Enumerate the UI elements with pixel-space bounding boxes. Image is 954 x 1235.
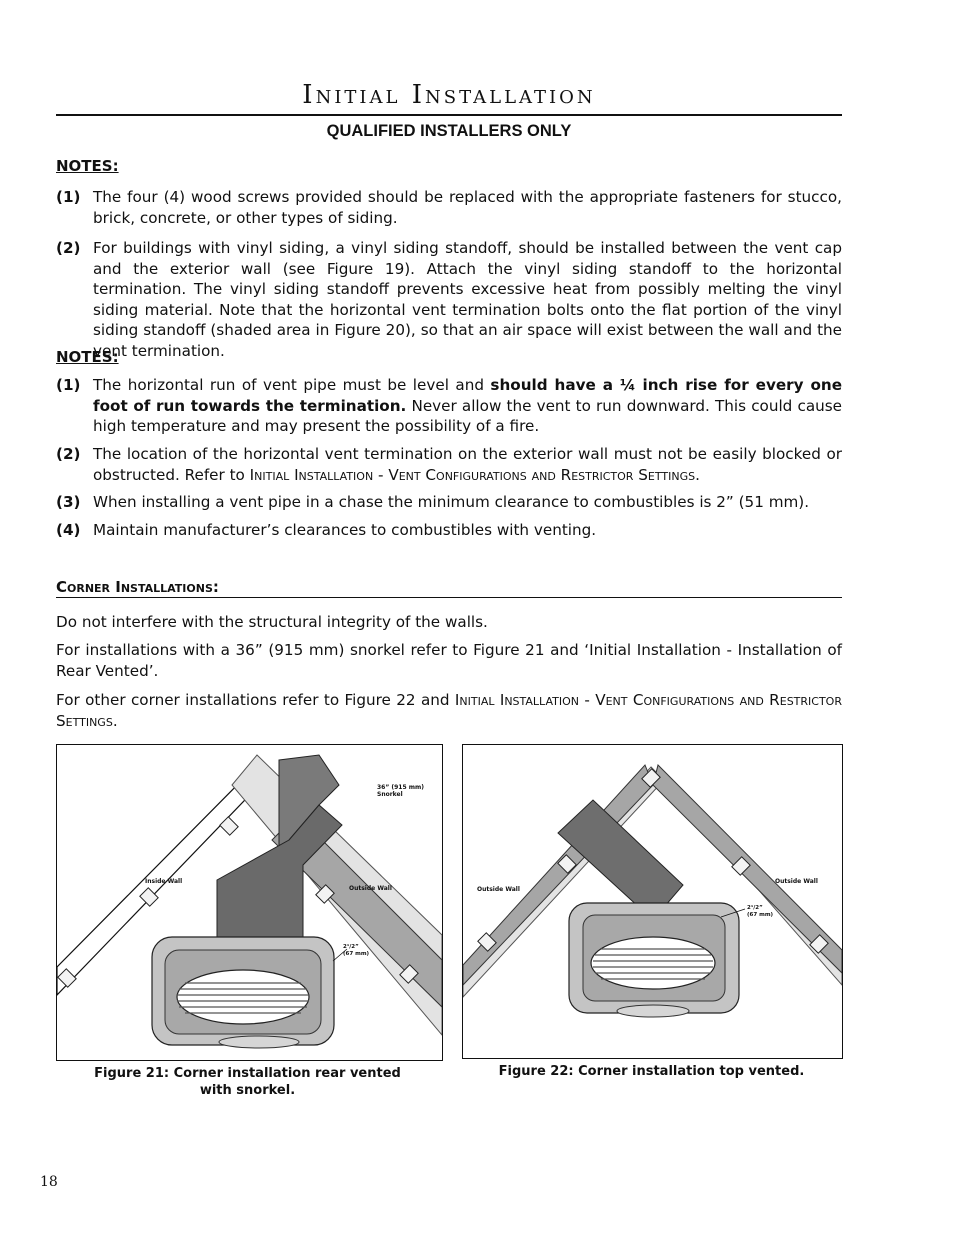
paragraph: Do not interfere with the structural integrity of the walls. — [56, 613, 488, 631]
note-emphasis: should have a ¼ inch rise for every one foot of run towards the termination. — [93, 376, 842, 415]
page-number: 18 — [40, 1174, 58, 1190]
note-text: Maintain manufacturer’s clearances to combustibles with venting. — [93, 521, 597, 539]
paragraph-part: . — [112, 711, 118, 730]
label-snorkel — [377, 784, 424, 798]
figure-22-caption: Figure 22: Corner installation top vented. — [498, 1064, 805, 1079]
note-number: (4) — [56, 521, 81, 539]
figure-21-caption: Figure 21: Corner installation rear vented with snorkel. — [94, 1066, 401, 1098]
label-line: 36” (915 mm) — [377, 784, 424, 791]
note-item — [56, 520, 842, 541]
note-text-part: . — [695, 465, 700, 484]
note-text: The four (4) wood screws provided should be replaced with the appropriate fasteners for stucco, brick, concrete, or other types of siding. — [93, 188, 842, 227]
section-heading: Corner Installations: — [56, 578, 842, 598]
note-item — [56, 187, 842, 228]
paragraph: For installations with a 36” (915 mm) snorkel refer to Figure 21 and ‘Initial Installation - Installation of Rear Vented’. — [56, 641, 842, 680]
note-number: (2) — [56, 239, 81, 257]
label-line: Snorkel — [377, 791, 403, 798]
notes-heading: NOTES: — [56, 348, 119, 366]
label-line: 2¹/2” — [343, 944, 359, 950]
notes-heading: NOTES: — [56, 157, 119, 175]
label-outside-wall: Outside Wall — [349, 885, 392, 892]
label-line: (67 mm) — [747, 912, 774, 918]
note-text-part: The location of the horizontal vent termination on the exterior wall must not be easily blocked or obstructed. Refer to — [93, 445, 842, 484]
note-text-part: The horizontal run of vent pipe must be level and — [93, 376, 491, 394]
note-number: (2) — [56, 445, 81, 463]
note-text: For buildings with vinyl siding, a vinyl siding standoff, should be installed between the vent cap and the exterior wall (see Figure 19). Attach the vinyl siding standoff to the horizontal termination. The vinyl siding standoff prevents excessive heat from possibly melting the vinyl siding material. Note that the horizontal vent termination bolts onto the flat portion of the vinyl siding standoff (shaded area in Figure 20), so that an air space will exist between the wall and the vent termination. — [93, 239, 842, 360]
note-number: (1) — [56, 188, 81, 206]
label-outside-wall-left: Outside Wall — [477, 886, 520, 893]
note-item — [56, 375, 842, 437]
title-rule — [56, 114, 842, 116]
paragraph — [56, 690, 842, 731]
figure-21 — [56, 744, 443, 1061]
fireplace-grille — [177, 970, 309, 1024]
note-text-part: Never allow the vent to run downward. This could cause high temperature and may present the possibility of a fire. — [93, 396, 843, 435]
note-item — [56, 492, 842, 513]
label-inside-wall: Inside Wall — [145, 878, 183, 885]
label-dimension — [747, 905, 773, 919]
label-line: 2¹/2” — [747, 905, 763, 911]
note-number: (1) — [56, 376, 81, 394]
note-text: When installing a vent pipe in a chase the minimum clearance to combustibles is 2” (51 mm). — [93, 493, 810, 511]
note-item — [56, 238, 842, 361]
figure-22 — [462, 744, 843, 1059]
label-line: (67 mm) — [343, 951, 370, 957]
page-title: Initial Installation — [302, 80, 596, 110]
fireplace-grille — [591, 937, 715, 989]
section-reference: Initial Installation - Vent Configurations and Restrictor Settings — [56, 691, 842, 730]
note-item — [56, 444, 842, 485]
note-text — [93, 375, 842, 437]
note-text — [93, 444, 842, 485]
label-outside-wall-right: Outside Wall — [775, 878, 818, 885]
section-reference: Initial Installation - Vent Configurations and Restrictor Settings — [249, 465, 696, 484]
paragraph-part: For other corner installations refer to Figure 22 and — [56, 691, 455, 709]
note-number: (3) — [56, 493, 81, 511]
figure-22-illustration — [463, 745, 842, 1058]
label-dimension — [343, 944, 369, 958]
page-subtitle: QUALIFIED INSTALLERS ONLY — [326, 122, 572, 140]
